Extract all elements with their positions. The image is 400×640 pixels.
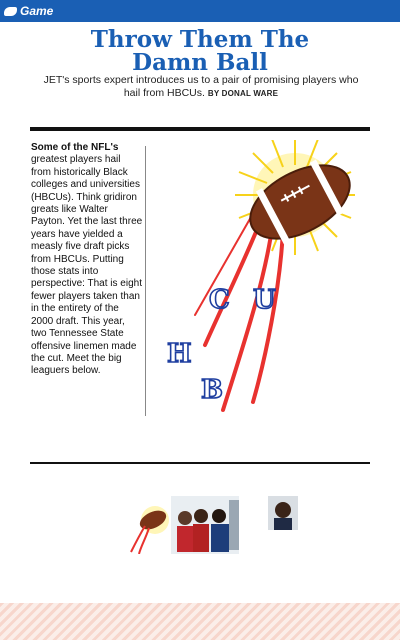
deck-text: JET's sports expert introduces us to a pair of promising players who hail from HBCUs. <box>43 74 359 99</box>
player-group-photo-thumbnail[interactable] <box>171 496 239 554</box>
byline: BY DONAL WARE <box>207 89 279 98</box>
bottom-divider <box>30 462 370 464</box>
hbcu-football-illustration <box>155 140 370 425</box>
football-illustration-thumbnail[interactable] <box>127 496 171 554</box>
title-line-1: Throw Them The <box>90 26 310 53</box>
body-text: greatest players hail from historically Black colleges and universities (HBCUs). Think gridiron greats like Walter Payton. Yet the last three years have yielded a measly five draft picks from HBCUs. Putting those stats into perspective: That is eight fewer players taken than in the entirety of the 2000 draft. This year, two Tennessee State offensive linemen made the cut. Meet the big leaguers below. <box>31 154 143 377</box>
letter-h: H <box>167 339 192 369</box>
top-divider <box>30 127 370 131</box>
title-line-2: Damn Ball <box>132 49 268 76</box>
letter-c: C <box>209 285 230 315</box>
letter-u: U <box>253 285 276 315</box>
section-nav[interactable] <box>4 4 53 18</box>
section-label: Game <box>20 4 54 18</box>
article-body <box>31 142 143 378</box>
article-title <box>40 28 360 74</box>
top-bar <box>0 0 400 22</box>
body-lead: Some of the NFL's <box>31 142 119 153</box>
player-portrait-thumbnail[interactable] <box>268 496 298 530</box>
column-divider <box>145 146 146 416</box>
brand-swoosh-icon <box>4 7 17 16</box>
letter-b: B <box>201 375 223 405</box>
footer-stripe-band <box>0 603 400 640</box>
thumbnail-strip <box>127 496 302 554</box>
article-deck <box>40 74 362 100</box>
